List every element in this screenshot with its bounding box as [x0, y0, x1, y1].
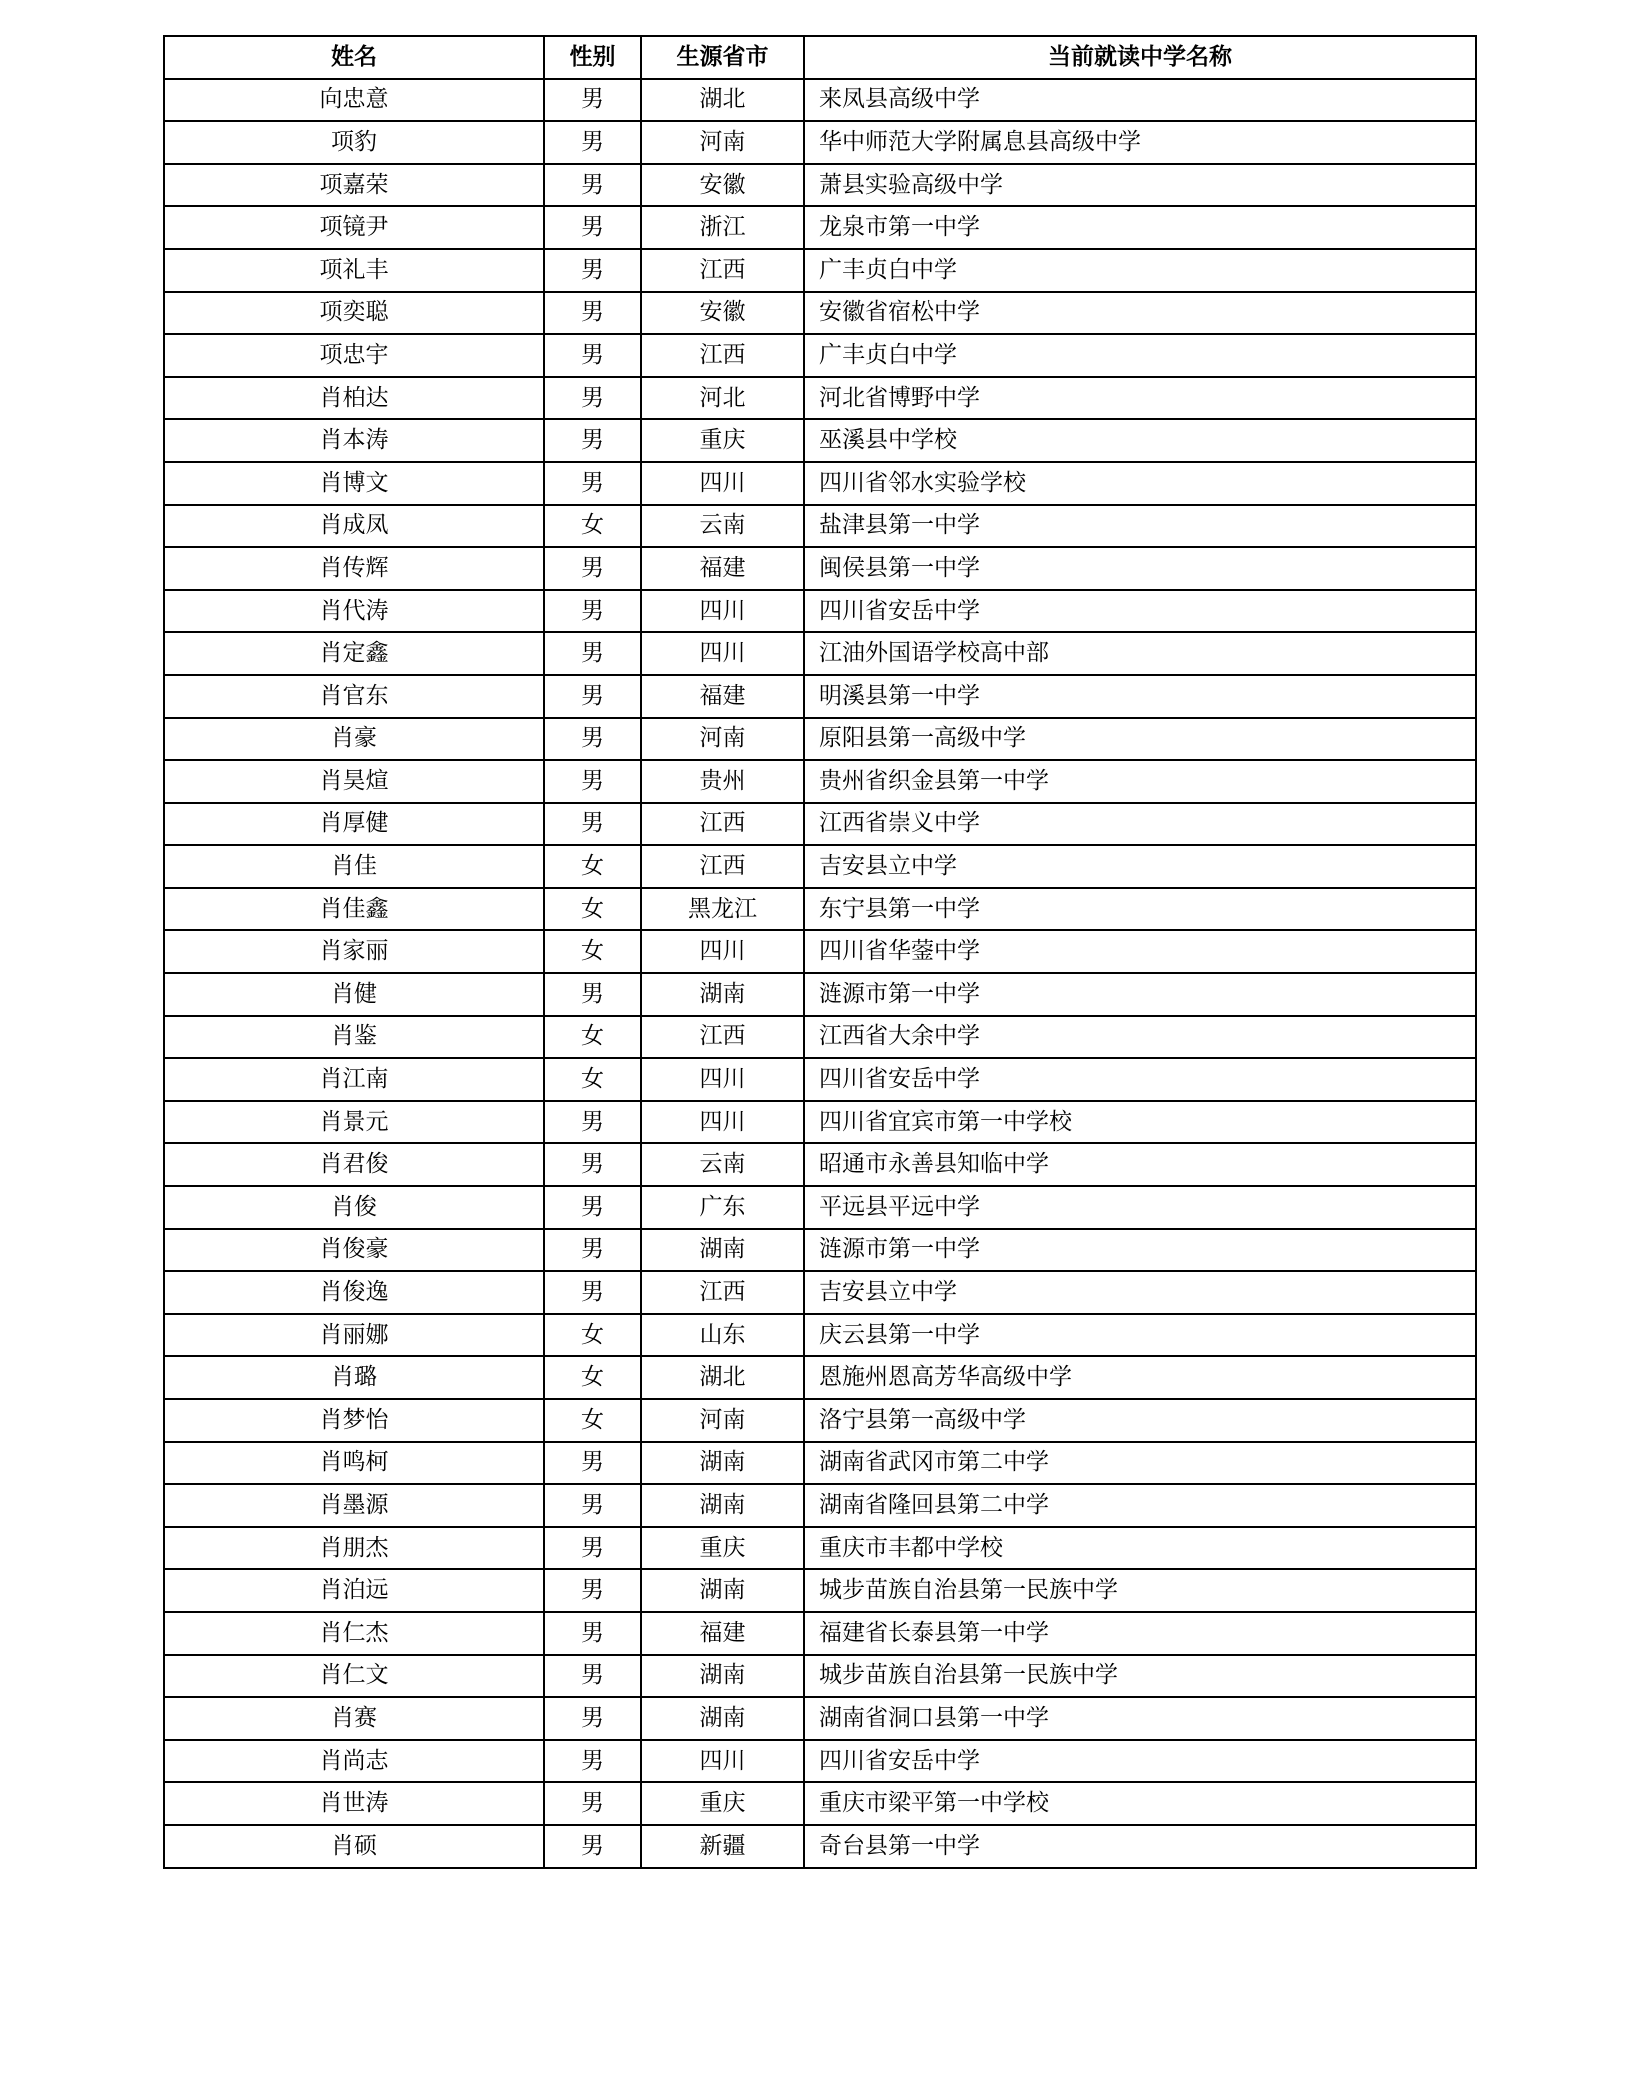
cell-gender: 男: [544, 718, 641, 761]
cell-gender: 男: [544, 1740, 641, 1783]
student-roster-table: [163, 35, 1477, 1869]
cell-gender: 男: [544, 675, 641, 718]
cell-name: 项镜尹: [164, 206, 544, 249]
cell-school: 巫溪县中学校: [804, 419, 1476, 462]
table-row: [164, 1484, 1476, 1527]
table-row: [164, 1442, 1476, 1485]
table-row: [164, 206, 1476, 249]
cell-province: 湖南: [641, 1569, 804, 1612]
cell-province: 四川: [641, 590, 804, 633]
cell-province: 贵州: [641, 760, 804, 803]
cell-gender: 男: [544, 292, 641, 335]
cell-gender: 女: [544, 1399, 641, 1442]
cell-province: 湖南: [641, 1442, 804, 1485]
cell-school: 广丰贞白中学: [804, 334, 1476, 377]
cell-province: 福建: [641, 675, 804, 718]
header-name: 姓名: [164, 36, 544, 79]
cell-gender: 男: [544, 1697, 641, 1740]
cell-name: 肖江南: [164, 1058, 544, 1101]
table-row: [164, 888, 1476, 931]
cell-school: 闽侯县第一中学: [804, 547, 1476, 590]
cell-school: 吉安县立中学: [804, 1271, 1476, 1314]
cell-name: 肖定鑫: [164, 632, 544, 675]
cell-school: 四川省安岳中学: [804, 590, 1476, 633]
cell-gender: 男: [544, 164, 641, 207]
cell-school: 盐津县第一中学: [804, 505, 1476, 548]
cell-gender: 女: [544, 1058, 641, 1101]
cell-name: 项礼丰: [164, 249, 544, 292]
cell-name: 肖俊: [164, 1186, 544, 1229]
cell-gender: 女: [544, 888, 641, 931]
cell-gender: 男: [544, 760, 641, 803]
cell-province: 湖南: [641, 1484, 804, 1527]
cell-province: 黑龙江: [641, 888, 804, 931]
cell-school: 原阳县第一高级中学: [804, 718, 1476, 761]
table-row: [164, 973, 1476, 1016]
cell-province: 福建: [641, 1612, 804, 1655]
cell-school: 福建省长泰县第一中学: [804, 1612, 1476, 1655]
table-row: [164, 1314, 1476, 1357]
cell-name: 肖佳: [164, 845, 544, 888]
cell-gender: 男: [544, 419, 641, 462]
cell-province: 江西: [641, 845, 804, 888]
cell-school: 庆云县第一中学: [804, 1314, 1476, 1357]
cell-name: 肖仁杰: [164, 1612, 544, 1655]
cell-province: 广东: [641, 1186, 804, 1229]
table-row: [164, 1740, 1476, 1783]
cell-name: 肖墨源: [164, 1484, 544, 1527]
cell-school: 恩施州恩高芳华高级中学: [804, 1356, 1476, 1399]
cell-gender: 男: [544, 79, 641, 122]
table-row: [164, 1697, 1476, 1740]
cell-gender: 男: [544, 1229, 641, 1272]
cell-name: 肖世涛: [164, 1782, 544, 1825]
table-row: [164, 1655, 1476, 1698]
cell-name: 肖成凤: [164, 505, 544, 548]
table-row: [164, 1271, 1476, 1314]
cell-province: 福建: [641, 547, 804, 590]
cell-gender: 男: [544, 590, 641, 633]
cell-gender: 男: [544, 1271, 641, 1314]
table-row: [164, 1527, 1476, 1570]
table-row: [164, 845, 1476, 888]
cell-name: 肖仁文: [164, 1655, 544, 1698]
table-row: [164, 1612, 1476, 1655]
cell-province: 重庆: [641, 419, 804, 462]
cell-gender: 男: [544, 377, 641, 420]
table-row: [164, 1143, 1476, 1186]
table-row: [164, 1101, 1476, 1144]
cell-name: 项豹: [164, 121, 544, 164]
cell-school: 江油外国语学校高中部: [804, 632, 1476, 675]
table-row: [164, 590, 1476, 633]
cell-gender: 男: [544, 249, 641, 292]
cell-name: 肖丽娜: [164, 1314, 544, 1357]
cell-school: 奇台县第一中学: [804, 1825, 1476, 1868]
cell-province: 四川: [641, 930, 804, 973]
cell-province: 湖南: [641, 1697, 804, 1740]
table-row: [164, 547, 1476, 590]
cell-gender: 女: [544, 1314, 641, 1357]
cell-school: 萧县实验高级中学: [804, 164, 1476, 207]
cell-province: 湖北: [641, 79, 804, 122]
table-row: [164, 1016, 1476, 1059]
cell-name: 项忠宇: [164, 334, 544, 377]
cell-school: 吉安县立中学: [804, 845, 1476, 888]
table-row: [164, 79, 1476, 122]
cell-gender: 男: [544, 1569, 641, 1612]
table-row: [164, 164, 1476, 207]
table-row: [164, 377, 1476, 420]
cell-school: 安徽省宿松中学: [804, 292, 1476, 335]
cell-province: 安徽: [641, 292, 804, 335]
cell-province: 江西: [641, 1016, 804, 1059]
cell-school: 四川省安岳中学: [804, 1740, 1476, 1783]
cell-name: 肖硕: [164, 1825, 544, 1868]
cell-province: 四川: [641, 462, 804, 505]
cell-school: 四川省华蓥中学: [804, 930, 1476, 973]
cell-school: 四川省安岳中学: [804, 1058, 1476, 1101]
table-row: [164, 1058, 1476, 1101]
cell-province: 重庆: [641, 1782, 804, 1825]
cell-gender: 男: [544, 1442, 641, 1485]
cell-province: 安徽: [641, 164, 804, 207]
table-row: [164, 419, 1476, 462]
table-row: [164, 249, 1476, 292]
cell-school: 重庆市丰都中学校: [804, 1527, 1476, 1570]
cell-gender: 男: [544, 1527, 641, 1570]
cell-school: 龙泉市第一中学: [804, 206, 1476, 249]
cell-gender: 男: [544, 973, 641, 1016]
cell-name: 项奕聪: [164, 292, 544, 335]
cell-school: 湖南省洞口县第一中学: [804, 1697, 1476, 1740]
cell-province: 新疆: [641, 1825, 804, 1868]
cell-school: 四川省邻水实验学校: [804, 462, 1476, 505]
cell-name: 肖朋杰: [164, 1527, 544, 1570]
cell-name: 肖俊豪: [164, 1229, 544, 1272]
cell-name: 肖家丽: [164, 930, 544, 973]
cell-school: 贵州省织金县第一中学: [804, 760, 1476, 803]
cell-gender: 男: [544, 803, 641, 846]
cell-province: 云南: [641, 1143, 804, 1186]
cell-gender: 男: [544, 1612, 641, 1655]
table-header: [164, 36, 1476, 79]
cell-name: 肖鉴: [164, 1016, 544, 1059]
cell-name: 肖柏达: [164, 377, 544, 420]
cell-name: 肖俊逸: [164, 1271, 544, 1314]
cell-province: 四川: [641, 632, 804, 675]
cell-gender: 女: [544, 505, 641, 548]
table-row: [164, 1825, 1476, 1868]
cell-school: 江西省大余中学: [804, 1016, 1476, 1059]
cell-gender: 男: [544, 1782, 641, 1825]
table-row: [164, 803, 1476, 846]
cell-school: 湖南省武冈市第二中学: [804, 1442, 1476, 1485]
table-row: [164, 1782, 1476, 1825]
header-school: 当前就读中学名称: [804, 36, 1476, 79]
cell-gender: 男: [544, 1143, 641, 1186]
cell-name: 肖厚健: [164, 803, 544, 846]
header-row: [164, 36, 1476, 79]
header-gender: 性别: [544, 36, 641, 79]
table-row: [164, 121, 1476, 164]
table-row: [164, 292, 1476, 335]
cell-name: 肖代涛: [164, 590, 544, 633]
cell-province: 湖南: [641, 1655, 804, 1698]
table-row: [164, 930, 1476, 973]
cell-gender: 男: [544, 547, 641, 590]
cell-name: 肖博文: [164, 462, 544, 505]
table-body: [164, 79, 1476, 1868]
cell-province: 四川: [641, 1058, 804, 1101]
cell-name: 肖健: [164, 973, 544, 1016]
table-row: [164, 718, 1476, 761]
cell-province: 四川: [641, 1740, 804, 1783]
cell-gender: 男: [544, 1186, 641, 1229]
cell-province: 四川: [641, 1101, 804, 1144]
cell-school: 东宁县第一中学: [804, 888, 1476, 931]
cell-school: 广丰贞白中学: [804, 249, 1476, 292]
cell-school: 来凤县高级中学: [804, 79, 1476, 122]
cell-name: 肖豪: [164, 718, 544, 761]
cell-school: 洛宁县第一高级中学: [804, 1399, 1476, 1442]
cell-name: 向忠意: [164, 79, 544, 122]
cell-province: 江西: [641, 1271, 804, 1314]
cell-name: 肖佳鑫: [164, 888, 544, 931]
cell-name: 肖尚志: [164, 1740, 544, 1783]
cell-province: 湖北: [641, 1356, 804, 1399]
cell-gender: 女: [544, 1016, 641, 1059]
cell-province: 重庆: [641, 1527, 804, 1570]
cell-school: 重庆市梁平第一中学校: [804, 1782, 1476, 1825]
cell-school: 城步苗族自治县第一民族中学: [804, 1569, 1476, 1612]
table-row: [164, 1569, 1476, 1612]
cell-province: 江西: [641, 803, 804, 846]
cell-name: 肖璐: [164, 1356, 544, 1399]
cell-school: 平远县平远中学: [804, 1186, 1476, 1229]
cell-gender: 男: [544, 334, 641, 377]
cell-gender: 男: [544, 1101, 641, 1144]
cell-name: 项嘉荣: [164, 164, 544, 207]
cell-name: 肖赛: [164, 1697, 544, 1740]
cell-province: 河南: [641, 1399, 804, 1442]
table-row: [164, 505, 1476, 548]
cell-province: 山东: [641, 1314, 804, 1357]
cell-school: 江西省崇义中学: [804, 803, 1476, 846]
cell-name: 肖官东: [164, 675, 544, 718]
cell-school: 昭通市永善县知临中学: [804, 1143, 1476, 1186]
table-row: [164, 1399, 1476, 1442]
cell-name: 肖景元: [164, 1101, 544, 1144]
cell-name: 肖本涛: [164, 419, 544, 462]
cell-gender: 女: [544, 845, 641, 888]
cell-province: 河北: [641, 377, 804, 420]
cell-gender: 男: [544, 121, 641, 164]
cell-province: 江西: [641, 334, 804, 377]
cell-name: 肖梦怡: [164, 1399, 544, 1442]
cell-name: 肖君俊: [164, 1143, 544, 1186]
cell-province: 湖南: [641, 973, 804, 1016]
cell-gender: 女: [544, 930, 641, 973]
cell-gender: 男: [544, 206, 641, 249]
cell-province: 河南: [641, 121, 804, 164]
cell-gender: 女: [544, 1356, 641, 1399]
header-province: 生源省市: [641, 36, 804, 79]
table-row: [164, 334, 1476, 377]
cell-gender: 男: [544, 462, 641, 505]
cell-province: 浙江: [641, 206, 804, 249]
cell-province: 湖南: [641, 1229, 804, 1272]
cell-name: 肖鸣柯: [164, 1442, 544, 1485]
cell-school: 河北省博野中学: [804, 377, 1476, 420]
table-row: [164, 1356, 1476, 1399]
cell-school: 四川省宜宾市第一中学校: [804, 1101, 1476, 1144]
table-row: [164, 1229, 1476, 1272]
table-row: [164, 1186, 1476, 1229]
cell-school: 华中师范大学附属息县高级中学: [804, 121, 1476, 164]
cell-school: 城步苗族自治县第一民族中学: [804, 1655, 1476, 1698]
table-row: [164, 675, 1476, 718]
table-row: [164, 462, 1476, 505]
cell-gender: 男: [544, 1655, 641, 1698]
document-page: [163, 35, 1477, 1869]
cell-name: 肖昊煊: [164, 760, 544, 803]
cell-school: 湖南省隆回县第二中学: [804, 1484, 1476, 1527]
cell-name: 肖传辉: [164, 547, 544, 590]
table-row: [164, 632, 1476, 675]
cell-gender: 男: [544, 632, 641, 675]
cell-gender: 男: [544, 1825, 641, 1868]
cell-school: 涟源市第一中学: [804, 973, 1476, 1016]
cell-province: 河南: [641, 718, 804, 761]
cell-school: 涟源市第一中学: [804, 1229, 1476, 1272]
cell-province: 云南: [641, 505, 804, 548]
table-row: [164, 760, 1476, 803]
cell-province: 江西: [641, 249, 804, 292]
cell-gender: 男: [544, 1484, 641, 1527]
cell-name: 肖泊远: [164, 1569, 544, 1612]
cell-school: 明溪县第一中学: [804, 675, 1476, 718]
